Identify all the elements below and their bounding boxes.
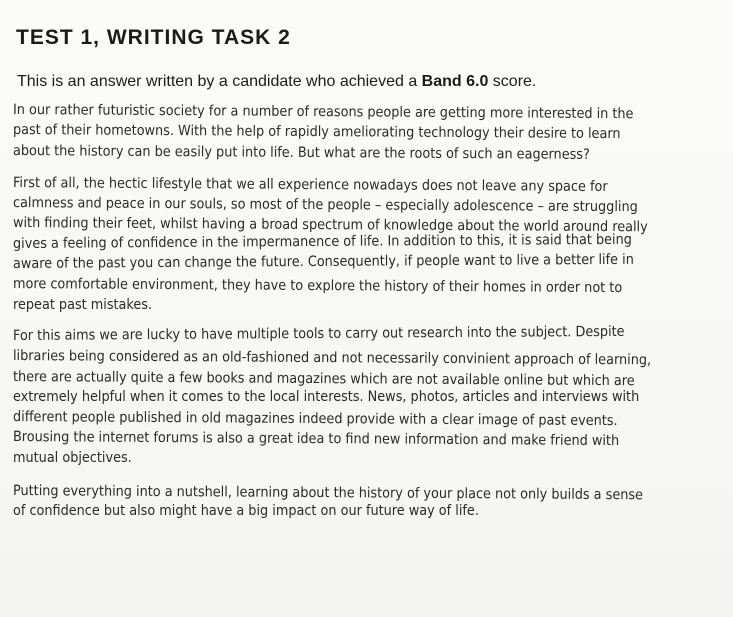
essay-line: more comfortable environment, they have to explore the history of their homes in order not to (12, 276, 623, 297)
intro-prefix: This is an answer written by a candidate who achieved a (17, 73, 422, 90)
essay-line: Putting everything into a nutshell, learning about the history of your place not only builds a sense (12, 483, 644, 504)
essay-line: of confidence but also might have a big impact on our future way of life. (13, 503, 479, 520)
essay-line: gives a feeling of confidence in the impermanence of life. In addition to this, it is said that being (12, 231, 632, 252)
essay-paragraph-4 (13, 481, 656, 522)
essay-line: For this aims we are lucky to have multiple tools to carry out research into the subject. Despite (12, 323, 625, 344)
essay-line: past of their hometowns. With the help of rapidly ameliorating technology their desire to learn (12, 122, 621, 143)
essay-line: calmness and peace in our souls, so most of the people – especially adolescence – are struggling (12, 195, 638, 216)
essay-line: repeat past mistakes. (13, 296, 153, 313)
essay-paragraph-3 (12, 323, 656, 468)
essay-line: about the history can be easily put into life. But what are the roots of such an eagerness? (12, 142, 590, 163)
intro-suffix: score. (488, 73, 537, 90)
essay-line: with finding their feet, whilst having a broad spectrum of knowledge about the world around really (12, 215, 648, 236)
essay-line: First of all, the hectic lifestyle that we all experience nowadays does not leave any space for (12, 174, 608, 195)
essay-line: different people published in old magazines indeed provide with a clear image of past events. (12, 409, 618, 430)
intro-text (17, 73, 536, 91)
essay-line: there are actually quite a few books and magazines which are not available online but which are (12, 368, 635, 389)
essay-line: libraries being considered as an old-fashioned and not necessarily convinient approach of learning, (12, 348, 652, 369)
essay-line: Brousing the internet forums is also a great idea to find new information and make friend with (12, 429, 620, 450)
band-score: Band 6.0 (421, 73, 489, 90)
essay-paragraph-1 (13, 100, 656, 161)
essay-line: mutual objectives. (13, 449, 132, 466)
essay-line: aware of the past you can change the future. Consequently, if people want to live a better life in (12, 251, 634, 273)
essay-line: extremely helpful when it comes to the local interests. News, photos, articles and interviews with (13, 388, 640, 405)
essay-body (13, 100, 656, 522)
page-title: TEST 1, WRITING TASK 2 (16, 26, 291, 49)
essay-line: In our rather futuristic society for a number of reasons people are getting more interested in the (12, 102, 634, 123)
essay-paragraph-2 (13, 173, 656, 315)
